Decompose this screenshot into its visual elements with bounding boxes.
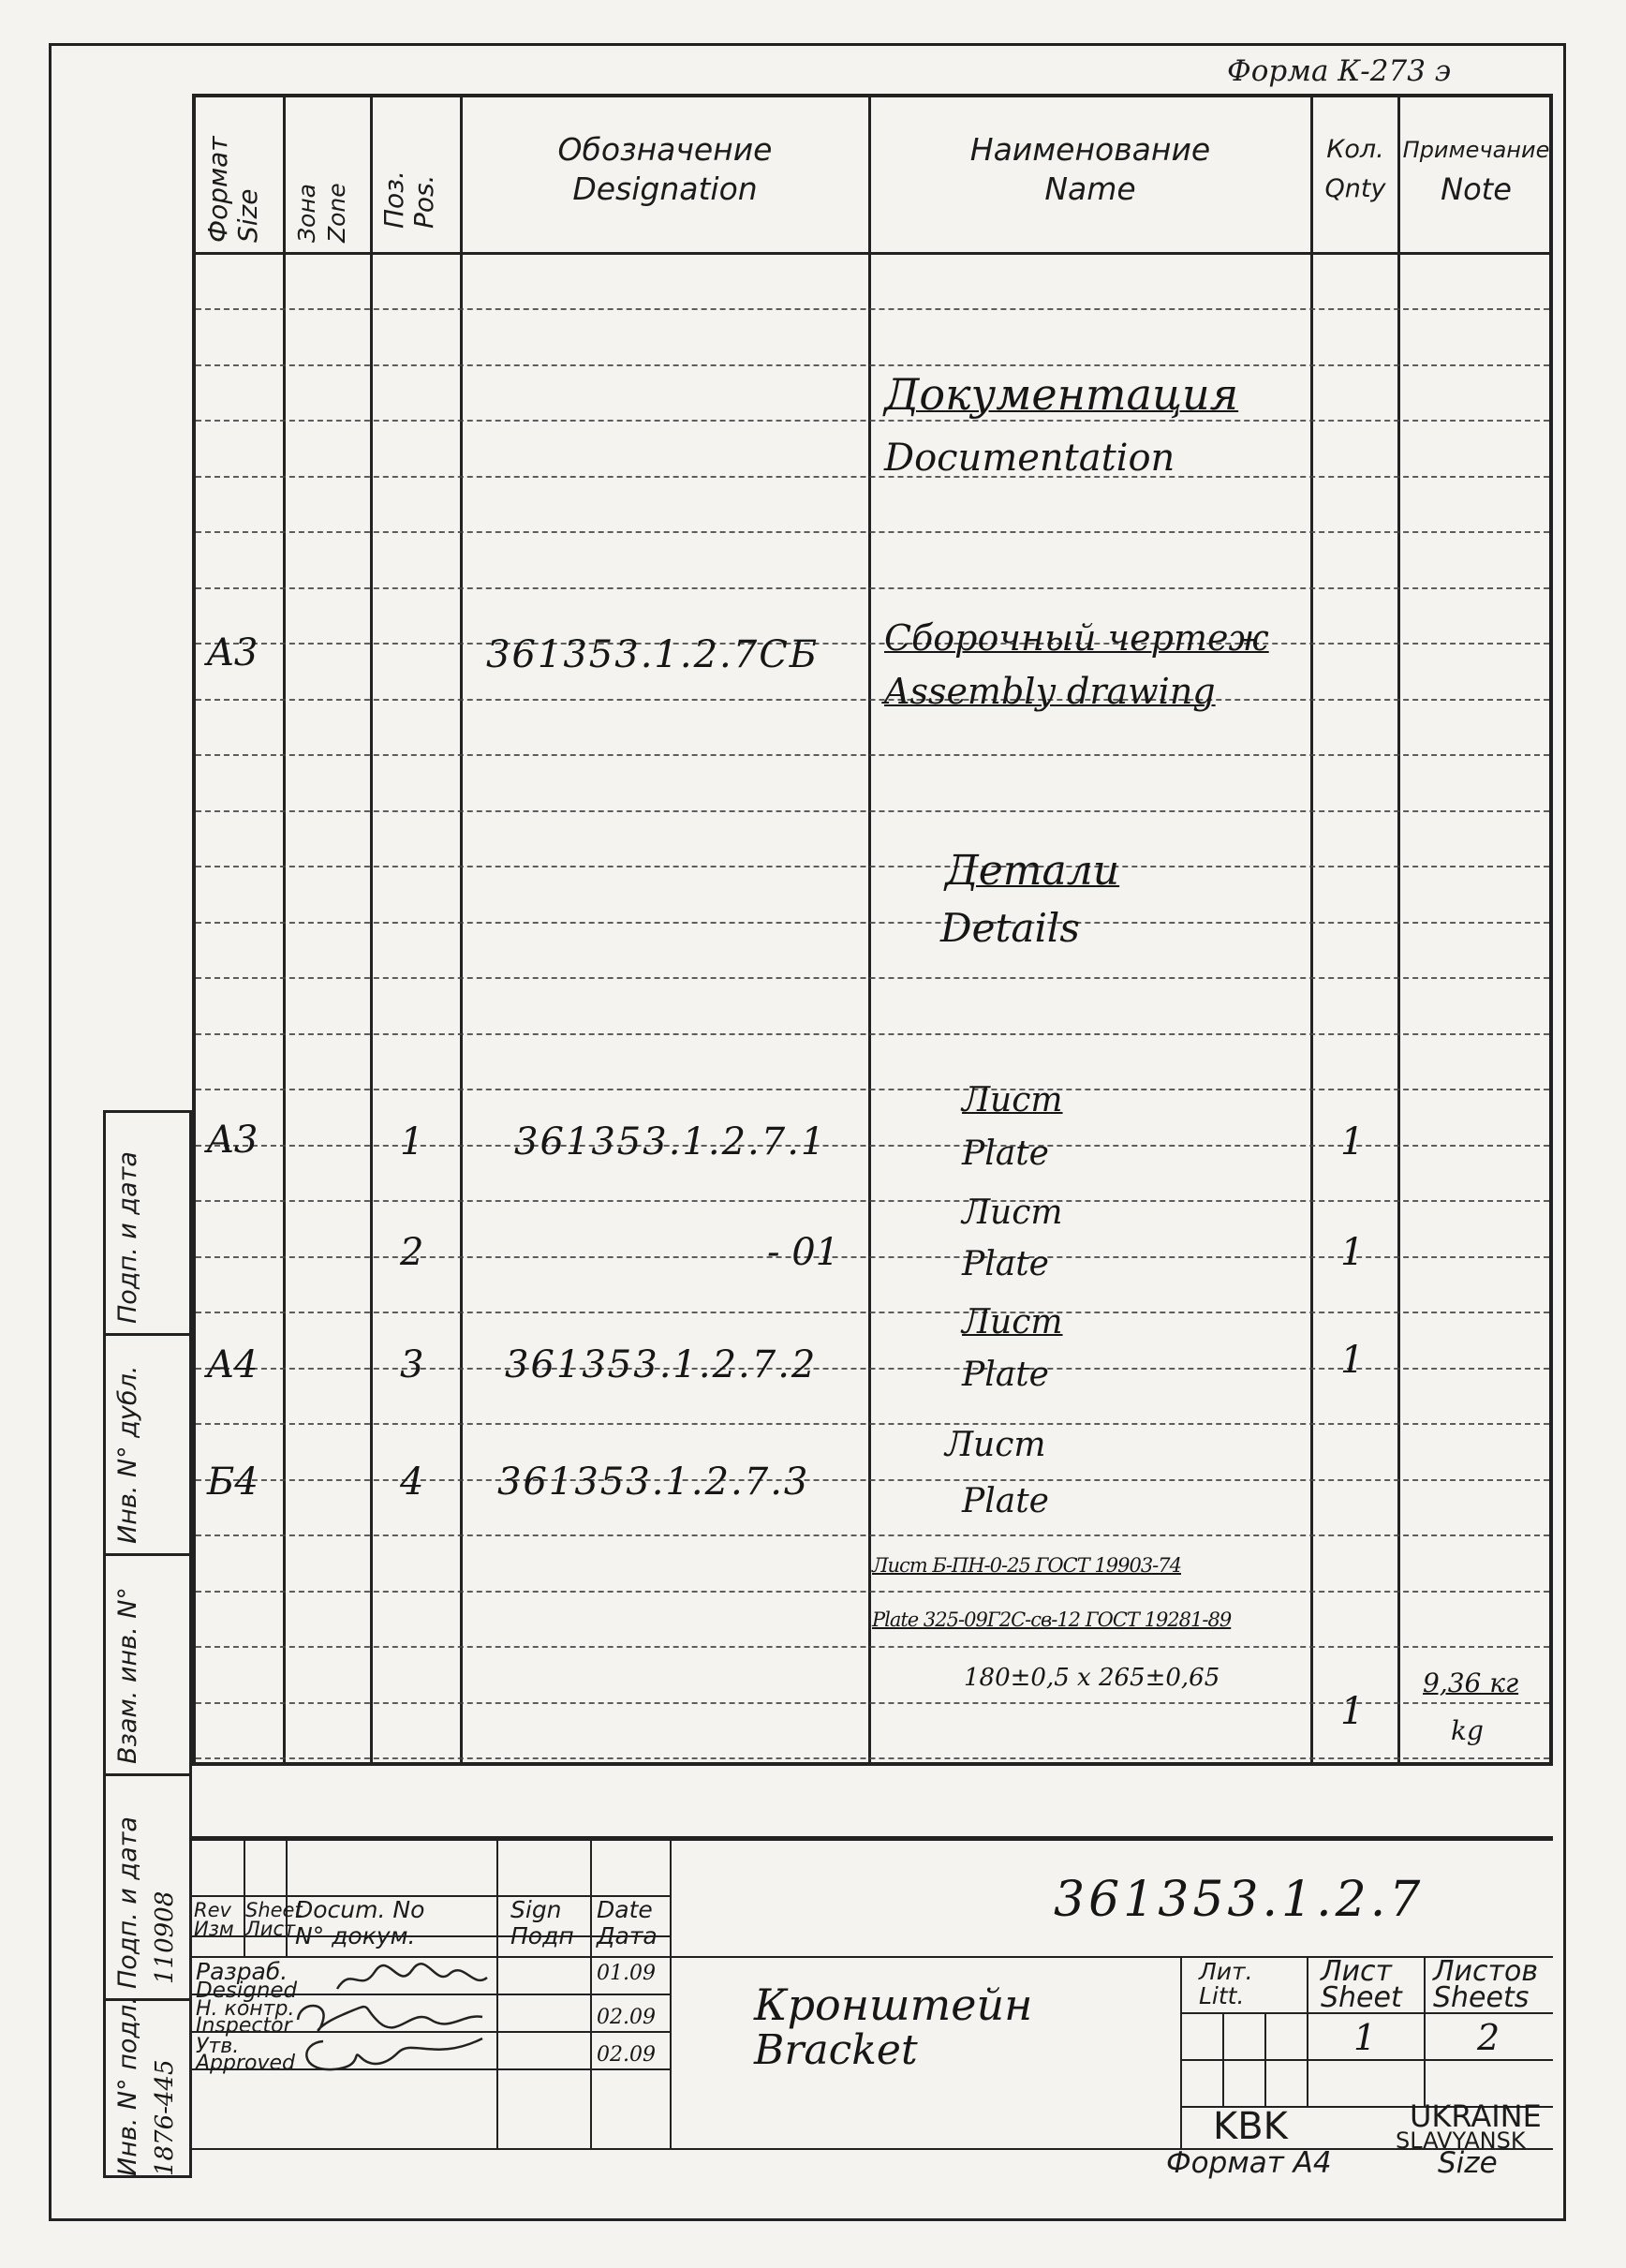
side-value: 1876-445 [151,2059,179,2176]
row-pos: 4 [400,1460,424,1504]
side-label: Подп. и дата [113,1151,142,1324]
tb-approved-ru: Утв. [196,2035,240,2058]
side-label: Подп. и дата [113,1816,142,1989]
row-name-ru: Лист [945,1426,1046,1464]
signature-approved [295,2034,492,2076]
material-en: Plate 325-09Г2С-св-12 ГОСТ 19281-89 [872,1608,1232,1631]
row-line [196,643,1549,645]
row-line [196,1312,1549,1313]
tb-format-label: Формат А4 [1166,2146,1332,2180]
row-name-en: Plate [962,1134,1049,1173]
material-qty: 1 [1340,1690,1365,1733]
tb-vline [1180,1956,1182,2148]
row-name-en: Plate [962,1245,1049,1283]
row-designation: 361353.1.2.7.1 [514,1120,827,1164]
row-format: Б4 [207,1460,259,1504]
tb-sheet-num: 1 [1353,2017,1377,2058]
row-name-en: Plate [962,1482,1049,1520]
tb-vline [1424,1956,1426,2106]
header-zone: Зона Zone [293,183,350,243]
tb-vline [670,1839,672,2148]
tb-size-label: Size [1438,2146,1498,2180]
tb-date-designed: 01.09 [597,1962,656,1985]
tb-litt-ru: Лит. [1199,1958,1253,1985]
specification-table [192,94,1553,1766]
tb-designed-ru: Разраб. [196,1958,288,1985]
side-stamp-strip [103,1110,192,2178]
tb-org: KBK [1213,2105,1288,2148]
title-block [192,1836,1553,2181]
tb-rev: Rev [194,1899,231,1921]
tb-vline [1264,2012,1266,2106]
row-name-en: Plate [962,1356,1049,1394]
section-documentation: Документация [884,369,1239,420]
header-designation: Обозначение Designation [557,131,773,207]
row-designation: 361353.1.2.7СБ [486,633,820,676]
tb-sheets-total: 2 [1477,2017,1500,2058]
tb-title-ru: Кронштейн [754,1979,1033,2030]
row-pos: 2 [400,1231,424,1274]
row-line [196,1089,1549,1090]
tb-sheet: Sheet [245,1899,303,1921]
row-line [196,977,1549,979]
section-documentation-en: Documentation [884,437,1175,480]
row-line [196,531,1549,533]
row-line [196,587,1549,589]
material-mass-unit: kg [1451,1715,1484,1746]
header-format: Формат Size [202,136,263,243]
row-line [196,1200,1549,1202]
row-qty: 1 [1340,1231,1365,1274]
row-format: A3 [207,1119,259,1162]
header-name: Наименование Name [969,131,1211,207]
row-name-ru: Лист [962,1193,1063,1232]
material-dimensions: 180±0,5 х 265±0,65 [964,1664,1220,1692]
tb-docum-no-ru: N° докум. [295,1922,416,1949]
row-designation: 361353.1.2.7.2 [505,1343,818,1386]
tb-litt: Litt. [1199,1982,1245,2009]
row-line [196,476,1549,478]
tb-rev-ru: Изм [194,1918,234,1940]
tb-sign-ru: Подп [510,1922,574,1949]
header-divider [196,252,1549,255]
tb-vline [1307,1956,1308,2106]
tb-line [1180,2059,1553,2061]
side-divider [106,1773,189,1776]
tb-sheet-label-ru: Лист [1321,1955,1393,1988]
tb-doc-number: 361353.1.2.7 [1054,1872,1425,1928]
tb-country: UKRAINE [1410,2098,1542,2134]
row-designation: 361353.1.2.7.3 [497,1460,810,1504]
tb-line [192,1839,1553,1841]
header-qty: Кол. Qnty [1324,135,1386,203]
col-divider [370,97,373,1762]
row-name-ru: Лист [962,1303,1063,1342]
tb-vline [590,1839,592,2148]
header-pos: Поз. Pos. [378,170,439,229]
side-divider [106,1553,189,1556]
col-divider [460,97,463,1762]
tb-date: Date [597,1896,653,1923]
row-name-en: Assembly drawing [884,671,1216,712]
col-divider [283,97,286,1762]
signature-designed [333,1961,492,1996]
row-line [196,1423,1549,1425]
material-ru: Лист Б-ПН-0-25 ГОСТ 19903-74 [872,1554,1181,1577]
section-details-en: Details [940,905,1080,951]
section-details: Детали [945,847,1120,895]
tb-sheet-label: Sheet [1321,1981,1402,2014]
row-line [196,1591,1549,1593]
row-line [196,364,1549,366]
tb-line [192,2148,1553,2150]
row-line [196,1033,1549,1035]
tb-date-inspector: 02.09 [597,2006,656,2029]
tb-sheets-label-ru: Листов [1433,1955,1539,1988]
signature-inspector [290,1996,487,2034]
row-line [196,754,1549,756]
side-label: Инв. N° дубл. [113,1365,142,1544]
row-line [196,1479,1549,1481]
tb-title-en: Bracket [754,2026,918,2074]
side-divider [106,1333,189,1336]
tb-docum-no: Docum. No [295,1896,425,1923]
col-divider [1310,97,1313,1762]
tb-sign: Sign [510,1896,562,1923]
tb-inspector-ru: Н. контр. [196,1997,295,2021]
row-line [196,810,1549,812]
form-reference: Форма К-273 э [1227,54,1452,88]
col-divider [1397,97,1400,1762]
side-label: Взам. инв. N° [113,1587,142,1764]
row-designation: - 01 [767,1231,840,1274]
material-mass: 9,36 кг [1423,1668,1519,1698]
row-line [196,1757,1549,1759]
row-line [196,420,1549,422]
row-line [196,308,1549,310]
row-line [196,922,1549,924]
tb-date-approved: 02.09 [597,2043,656,2067]
tb-designed: Designed [196,1979,298,2003]
tb-sheets-label: Sheets [1433,1981,1530,2014]
tb-city: SLAVYANSK [1396,2127,1526,2154]
row-format: A3 [207,631,259,674]
row-line [196,1646,1549,1648]
tb-sheet-ru: Лист [245,1918,296,1940]
row-name-ru: Лист [962,1081,1063,1119]
row-format: A4 [207,1343,259,1386]
side-label: Инв. N° подл. [113,1996,142,2176]
tb-date-ru: Дата [597,1922,658,1949]
row-line [196,699,1549,701]
row-pos: 3 [400,1343,424,1386]
side-value: 110908 [151,1890,179,1984]
tb-inspector: Inspector [196,2014,292,2038]
header-note: Примечание Note [1402,137,1550,207]
col-divider [868,97,871,1762]
row-pos: 1 [400,1120,424,1164]
tb-vline [496,1839,498,2148]
row-line [196,1534,1549,1536]
row-line [196,866,1549,867]
tb-approved: Approved [196,2052,296,2075]
row-qty: 1 [1340,1339,1365,1382]
tb-vline [1222,2012,1224,2106]
row-qty: 1 [1340,1120,1365,1164]
row-name-ru: Сборочный чертеж [884,617,1269,659]
